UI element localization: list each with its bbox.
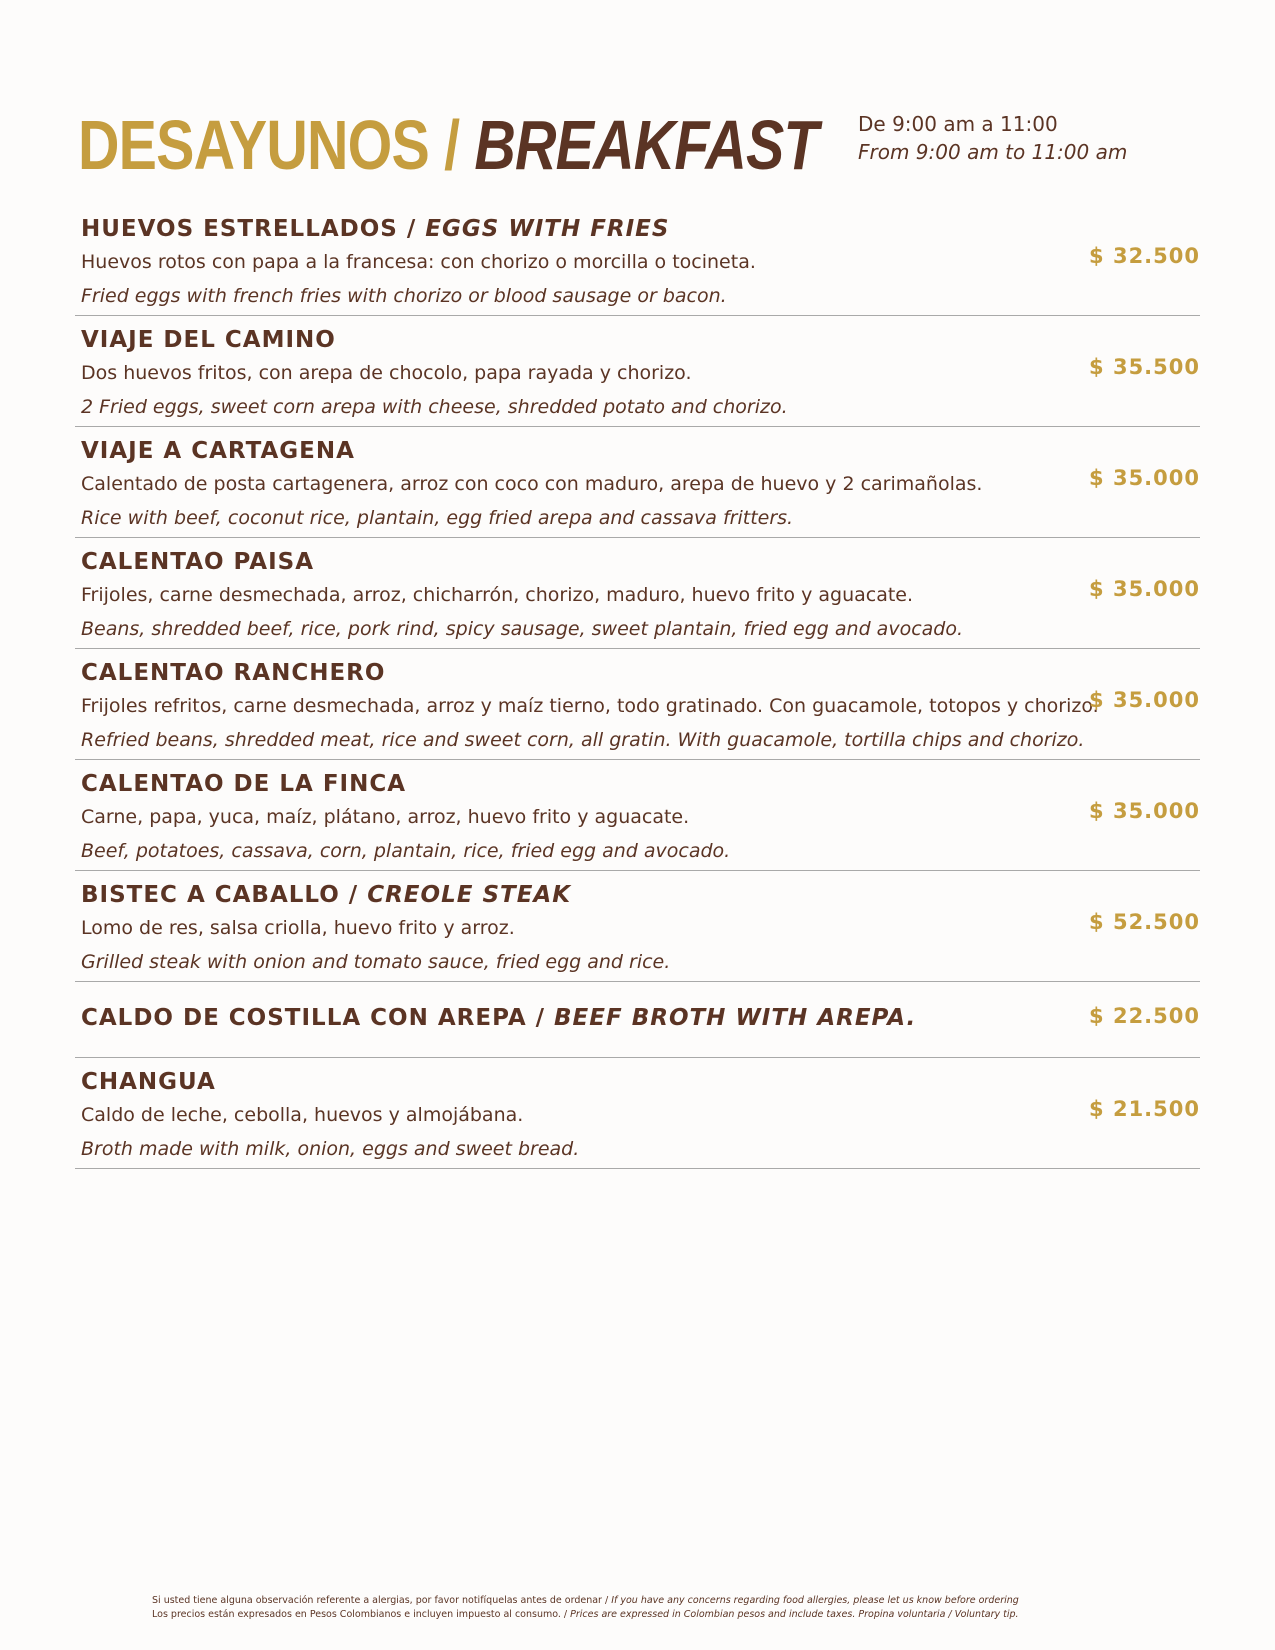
item-description-en: Fried eggs with french fries with chorizo or blood sausage or bacon. — [81, 285, 727, 307]
item-price: $ 35.000 — [1089, 799, 1200, 823]
title-separator: / — [444, 106, 460, 184]
item-name: CALENTAO DE LA FINCA — [81, 771, 407, 797]
item-description-es: Carne, papa, yuca, maíz, plátano, arroz, huevo frito y aguacate. — [81, 806, 690, 828]
item-description-en: Broth made with milk, onion, eggs and sweet bread. — [81, 1138, 580, 1160]
item-name: HUEVOS ESTRELLADOS / EGGS WITH FRIES — [81, 216, 670, 242]
page-title — [78, 100, 818, 190]
hours-spanish: De 9:00 am a 11:00 — [858, 112, 1058, 136]
item-description-en: Rice with beef, coconut rice, plantain, egg fried arepa and cassava fritters. — [81, 507, 794, 529]
menu-header — [78, 100, 1228, 190]
item-description-en: Beef, potatoes, cassava, corn, plantain, rice, fried egg and avocado. — [81, 840, 731, 862]
item-description-en: Grilled steak with onion and tomato sauce, fried egg and rice. — [81, 951, 671, 973]
menu-item — [75, 427, 1200, 538]
menu-item — [75, 1058, 1200, 1169]
price-note: Los precios están expresados en Pesos Colombianos e incluyen impuesto al consumo. / Prices are expressed in Colombian pesos and include taxes. Propina voluntaria / Voluntary tip. — [152, 1609, 1019, 1620]
title-spanish: DESAYUNOS — [78, 106, 429, 184]
item-name: BISTEC A CABALLO / CREOLE STEAK — [81, 882, 572, 908]
allergy-note: Si usted tiene alguna observación referente a alergias, por favor notifíquelas antes de ordenar / If you have any concerns regarding food allergies, please let us know before ordering — [152, 1595, 1019, 1606]
serving-hours — [858, 110, 1127, 166]
item-price: $ 35.000 — [1089, 577, 1200, 601]
item-name: VIAJE DEL CAMINO — [81, 327, 336, 353]
item-description-en: 2 Fried eggs, sweet corn arepa with cheese, shredded potato and chorizo. — [81, 396, 788, 418]
item-name: VIAJE A CARTAGENA — [81, 438, 355, 464]
item-name: CALDO DE COSTILLA CON AREPA / BEEF BROTH WITH AREPA. — [81, 1005, 917, 1031]
item-description-es: Frijoles refritos, carne desmechada, arroz y maíz tierno, todo gratinado. Con guacamole, totopos y chorizo. — [81, 695, 1099, 717]
item-description-es: Caldo de leche, cebolla, huevos y almojábana. — [81, 1104, 524, 1126]
item-name: CALENTAO RANCHERO — [81, 660, 386, 686]
menu-item — [75, 871, 1200, 982]
menu-item — [75, 649, 1200, 760]
menu-item — [75, 316, 1200, 427]
item-price: $ 35.000 — [1089, 688, 1200, 712]
item-price: $ 35.500 — [1089, 355, 1200, 379]
menu-list — [75, 205, 1200, 1169]
item-description-es: Dos huevos fritos, con arepa de chocolo, papa rayada y chorizo. — [81, 362, 692, 384]
item-description-es: Calentado de posta cartagenera, arroz con coco con maduro, arepa de huevo y 2 carimañolas. — [81, 473, 983, 495]
hours-english: From 9:00 am to 11:00 am — [858, 140, 1128, 164]
footer-note — [152, 1594, 1019, 1622]
item-price: $ 52.500 — [1089, 910, 1200, 934]
item-description-es: Frijoles, carne desmechada, arroz, chicharrón, chorizo, maduro, huevo frito y aguacate. — [81, 584, 914, 606]
item-description-es: Huevos rotos con papa a la francesa: con chorizo o morcilla o tocineta. — [81, 251, 756, 273]
item-description-en: Refried beans, shredded meat, rice and sweet corn, all gratin. With guacamole, tortilla chips and chorizo. — [81, 729, 1085, 751]
item-price: $ 32.500 — [1089, 244, 1200, 268]
item-name: CHANGUA — [81, 1069, 216, 1095]
title-english: BREAKFAST — [474, 106, 818, 184]
menu-item — [75, 982, 1200, 1058]
menu-item — [75, 538, 1200, 649]
item-price: $ 21.500 — [1089, 1097, 1200, 1121]
item-description-en: Beans, shredded beef, rice, pork rind, spicy sausage, sweet plantain, fried egg and avocado. — [81, 618, 964, 640]
menu-item — [75, 760, 1200, 871]
item-name: CALENTAO PAISA — [81, 549, 315, 575]
item-description-es: Lomo de res, salsa criolla, huevo frito y arroz. — [81, 917, 515, 939]
item-price: $ 35.000 — [1089, 466, 1200, 490]
item-price: $ 22.500 — [1089, 1004, 1200, 1028]
menu-item — [75, 205, 1200, 316]
